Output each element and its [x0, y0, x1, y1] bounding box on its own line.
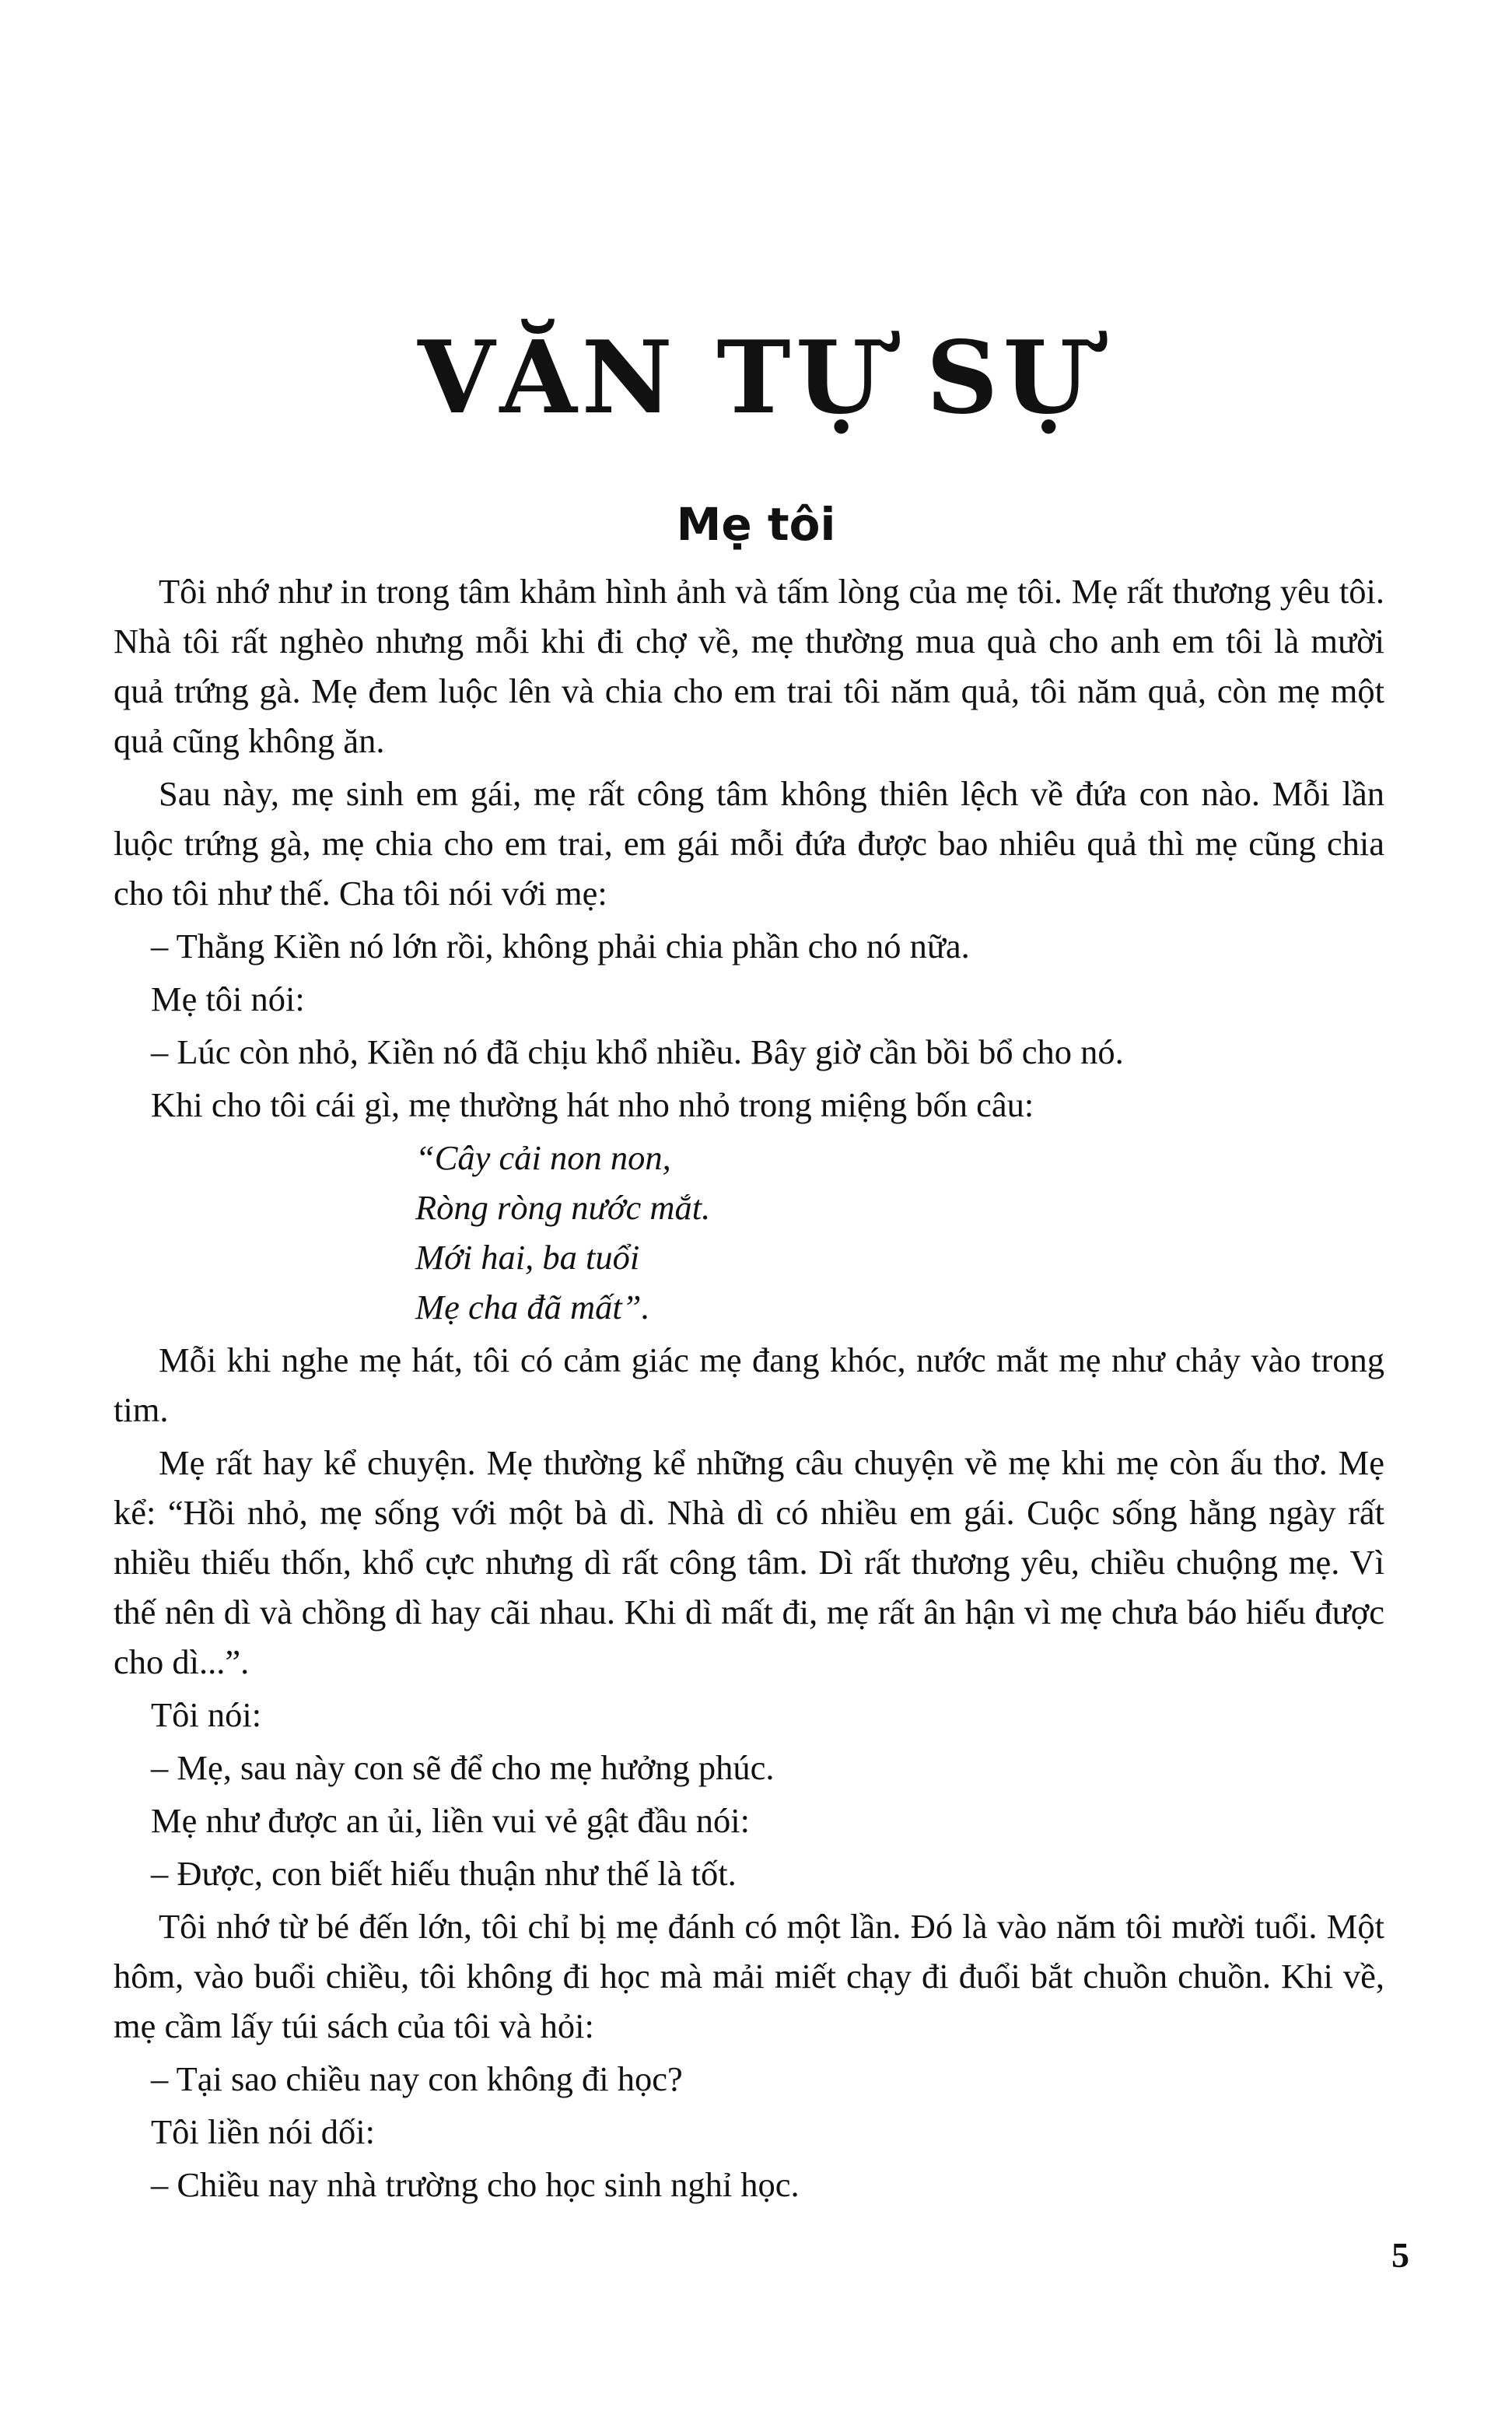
- chapter-title: VĂN TỰ SỰ: [418, 320, 1094, 436]
- dialogue-line: – Tại sao chiều nay con không đi học?: [151, 2059, 683, 2098]
- paragraph: Mẹ như được an ủi, liền vui vẻ gật đầu nói:: [151, 1801, 751, 1840]
- dialogue-line: – Thằng Kiền nó lớn rồi, không phải chia phần cho nó nữa.: [151, 927, 970, 965]
- poem: [415, 1133, 1384, 1332]
- paragraph: Tôi nhớ như in trong tâm khảm hình ảnh và tấm lòng của mẹ tôi. Mẹ rất thương yêu tôi. Nhà tôi rất nghèo nhưng mỗi khi đi chợ về, mẹ thường mua quà cho anh em tôi là mười quả trứng gà. Mẹ đem luộc lên và chia cho em trai tôi năm quả, tôi năm quả, còn mẹ một quả cũng không ăn.: [114, 572, 1384, 760]
- paragraph: Mẹ tôi nói:: [151, 979, 305, 1018]
- dialogue-line: – Chiều nay nhà trường cho học sinh nghỉ học.: [151, 2165, 800, 2204]
- paragraph: Khi cho tôi cái gì, mẹ thường hát nho nhỏ trong miệng bốn câu:: [151, 1085, 1034, 1124]
- story-body: [114, 566, 1384, 2213]
- poem-line: “Cây cải non non,: [415, 1138, 671, 1177]
- paragraph: Mẹ rất hay kể chuyện. Mẹ thường kể những câu chuyện về mẹ khi mẹ còn ấu thơ. Mẹ kể: “Hồi nhỏ, mẹ sống với một bà dì. Nhà dì có nhiều em gái. Cuộc sống hằng ngày rất nhiều thiếu thốn, khổ cực nhưng dì rất công tâm. Dì rất thương yêu, chiều chuộng mẹ. Vì thế nên dì và chồng dì hay cãi nhau. Khi dì mất đi, mẹ rất ân hận vì mẹ chưa báo hiếu được cho dì...”.: [114, 1443, 1384, 1681]
- dialogue-line: – Được, con biết hiếu thuận như thế là tốt.: [151, 1854, 737, 1893]
- paragraph: Sau này, mẹ sinh em gái, mẹ rất công tâm không thiên lệch về đứa con nào. Mỗi lần luộc trứng gà, mẹ chia cho em trai, em gái mỗi đứa được bao nhiêu quả thì mẹ cũng chia cho tôi như thế. Cha tôi nói với mẹ:: [114, 774, 1384, 913]
- dialogue-line: – Mẹ, sau này con sẽ để cho mẹ hưởng phúc.: [151, 1748, 775, 1787]
- poem-line: Mới hai, ba tuổi: [415, 1238, 640, 1277]
- poem-line: Ròng ròng nước mắt.: [415, 1188, 711, 1227]
- paragraph: Tôi nói:: [151, 1695, 262, 1734]
- page-number: 5: [1391, 2235, 1409, 2275]
- story-title: Mẹ tôi: [676, 498, 836, 551]
- dialogue-line: – Lúc còn nhỏ, Kiền nó đã chịu khổ nhiều. Bây giờ cần bồi bổ cho nó.: [151, 1032, 1124, 1071]
- paragraph: Mỗi khi nghe mẹ hát, tôi có cảm giác mẹ đang khóc, nước mắt mẹ như chảy vào trong tim.: [114, 1340, 1384, 1429]
- paragraph: Tôi nhớ từ bé đến lớn, tôi chỉ bị mẹ đánh có một lần. Đó là vào năm tôi mười tuổi. Một hôm, vào buổi chiều, tôi không đi học mà mải miết chạy đi đuổi bắt chuồn chuồn. Khi về, mẹ cầm lấy túi sách của tôi và hỏi:: [114, 1907, 1384, 2045]
- poem-line: Mẹ cha đã mất”.: [415, 1288, 650, 1326]
- paragraph: Tôi liền nói dối:: [151, 2112, 375, 2151]
